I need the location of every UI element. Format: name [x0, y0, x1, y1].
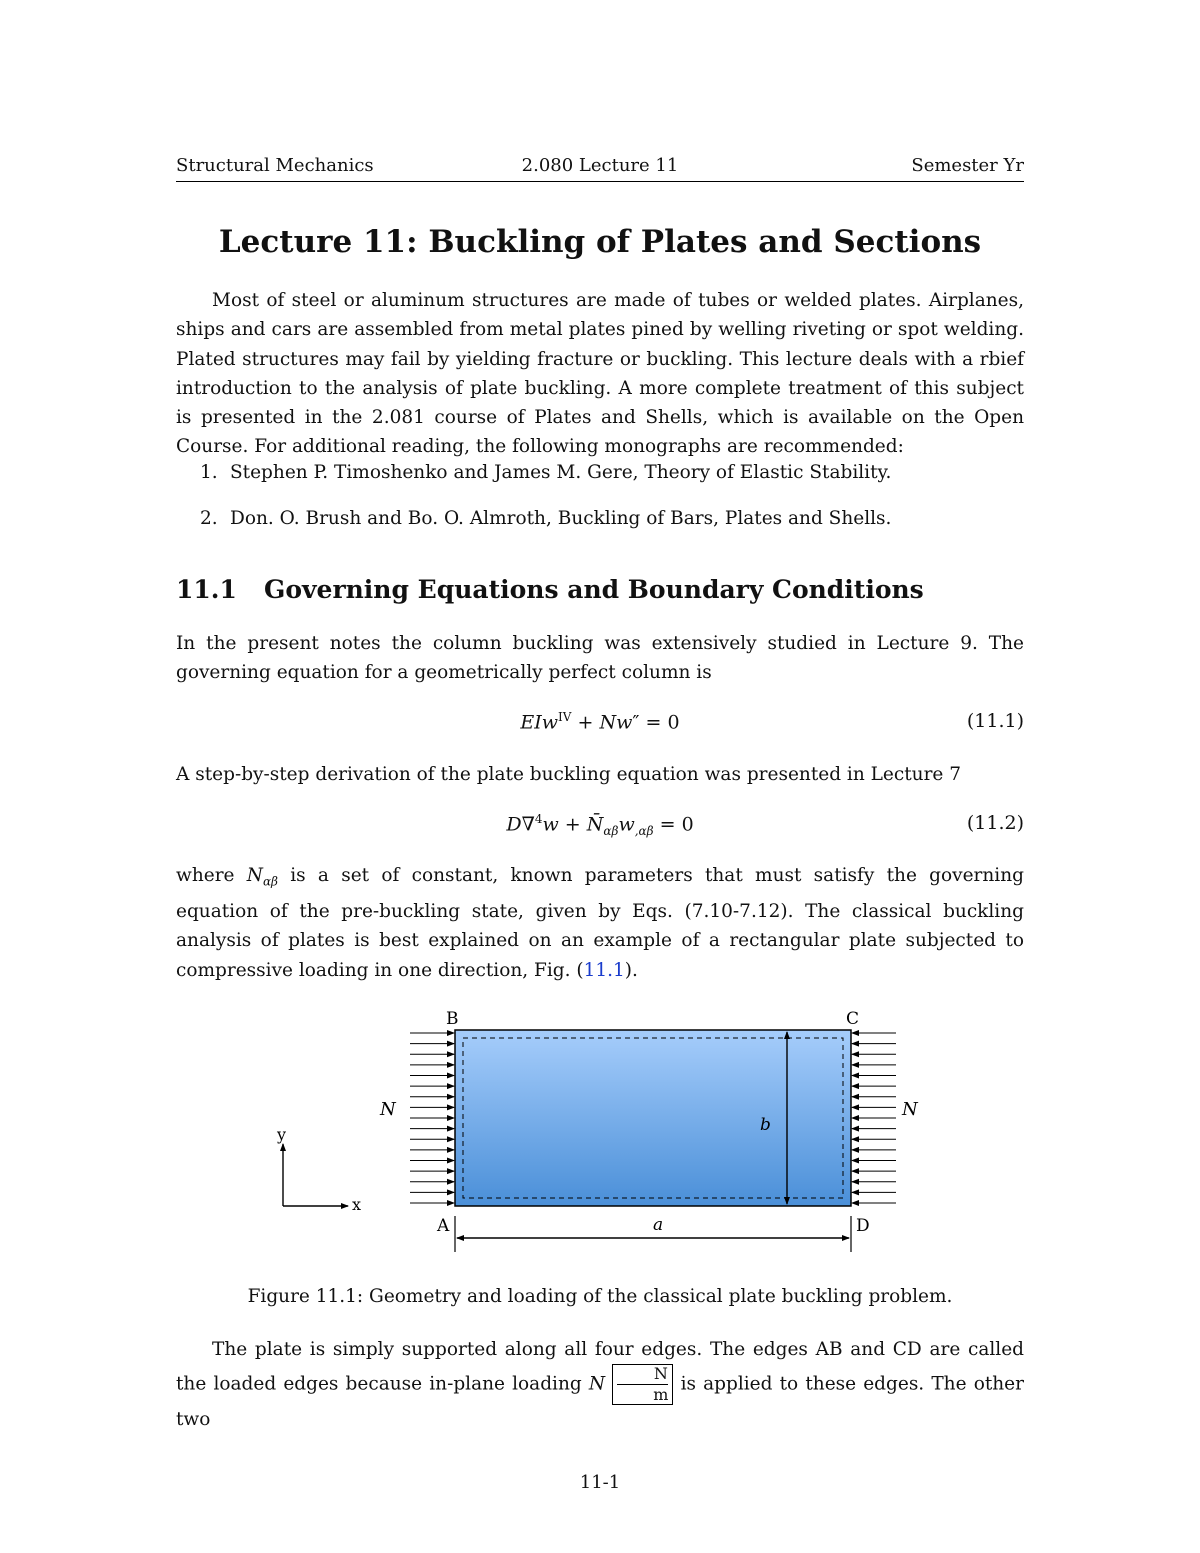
dimension-label-a: a [653, 1215, 664, 1235]
section-title: Governing Equations and Boundary Conditions [264, 575, 924, 604]
equation-number: (11.1) [966, 710, 1024, 732]
intro-paragraph: Most of steel or aluminum structures are made of tubes or welded plates. Airplanes, ships and cars are assembled from metal plates pined by welling riveting or spot welding. Plated structures may fail by yielding fracture or buckling. This lecture deals with a rbief introduction to the analysis of plate buckling. A more complete treatment of this subject is presented in the 2.081 course of Plates and Shells, which is available on the Open Course. For additional reading, the following monographs are recommended: [176, 290, 1024, 458]
axis-label-y: y [277, 1125, 287, 1144]
section-number: 11.1 [176, 575, 237, 604]
reference-text: Stephen P. Timoshenko and James M. Gere, Theory of Elastic Stability. [230, 462, 892, 483]
header-semester: Semester Yr [911, 155, 1024, 176]
n-alpha-beta-symbol: $N_{\alpha\beta}$ [246, 865, 278, 889]
reference-item-2 [200, 508, 891, 529]
figure-caption: Figure 11.1: Geometry and loading of the classical plate buckling problem. [247, 1286, 953, 1307]
corner-label-d: D [856, 1216, 870, 1236]
plate-paragraph: A step-by-step derivation of the plate buckling equation was presented in Lecture 7 [176, 764, 962, 785]
load-label-right: N [902, 1099, 918, 1120]
reference-number: 1. [200, 462, 218, 483]
load-symbol-n: N [588, 1373, 606, 1395]
where-paragraph: where $N_{\alpha\beta}$ is a set of constant, known parameters that must satisfy the governing equation of the pre-buckling state, given by Eqs. (7.10-7.12). The classical buckling analysis of plates is best explained on an example of a rectangular plate subjected to compressive loading in one direction, Fig. (11.1). [176, 865, 1024, 981]
section-heading [176, 575, 924, 604]
page-title: Lecture 11: Buckling of Plates and Sections [218, 224, 982, 260]
corner-label-a: A [437, 1216, 450, 1236]
column-paragraph: In the present notes the column buckling was extensively studied in Lecture 9. The governing equation for a geometrically perfect column is [176, 633, 1024, 684]
reference-text: Don. O. Brush and Bo. O. Almroth, Buckling of Bars, Plates and Shells. [230, 508, 892, 529]
plate-figure [260, 1000, 940, 1260]
figure-reference-link[interactable]: 11.1 [583, 959, 625, 981]
reference-item-1 [200, 462, 891, 483]
header-lecture: 2.080 Lecture 11 [521, 155, 679, 176]
reference-number: 2. [200, 508, 218, 529]
corner-label-b: B [446, 1009, 459, 1029]
dimension-label-b: b [760, 1115, 771, 1135]
axis-label-x: x [352, 1195, 362, 1214]
unit-bracket: $\frac{N}{m}$ [612, 1364, 673, 1405]
header-course: Structural Mechanics [176, 155, 374, 176]
equation-expression: $D\nabla^4w + N̄_{\alpha\beta}w_{,\alpha\beta} = 0$ [506, 812, 694, 839]
edges-paragraph: The plate is simply supported along all four edges. The edges AB and CD are called the loaded edges because in-plane loading N $\frac{N}{m}$ is applied to these edges. The other two [176, 1339, 1024, 1431]
left-load-arrows [410, 1033, 454, 1203]
corner-label-c: C [846, 1009, 860, 1029]
equation-expression: EIw$^{IV}$ + Nw″ = 0 [520, 710, 680, 734]
plate-rectangle [455, 1030, 851, 1206]
equation-number: (11.2) [966, 812, 1024, 834]
running-header [176, 155, 1024, 182]
plate-diagram [260, 1000, 940, 1260]
load-label-left: N [380, 1099, 396, 1120]
page-number: 11-1 [579, 1472, 621, 1493]
right-load-arrows [852, 1033, 896, 1203]
